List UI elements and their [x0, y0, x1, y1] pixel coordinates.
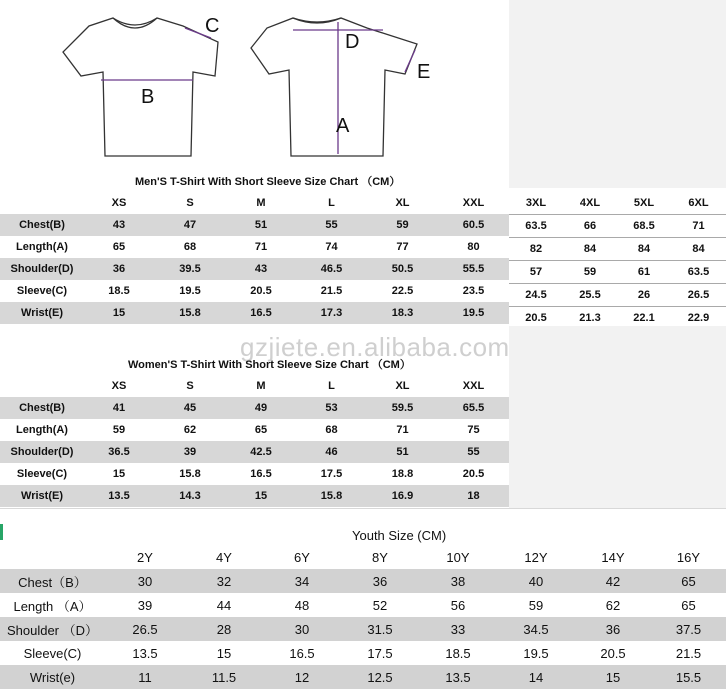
youth-value-cell: 56 — [450, 597, 466, 613]
men-value-cell: 43 — [226, 258, 296, 280]
youth-value-cell: 20.5 — [600, 645, 626, 661]
youth-row-label: Sleeve(C) — [23, 645, 82, 661]
wrist-line-e — [405, 50, 415, 72]
men-row-label: Wrist(E) — [0, 302, 84, 324]
youth-value-cell: 33 — [419, 617, 497, 641]
women-value-cell: 59.5 — [367, 397, 438, 419]
women-header-row — [0, 375, 509, 397]
youth-value-cell: 19.5 — [523, 645, 549, 661]
women-row — [0, 485, 509, 507]
women-size-header: XXL — [462, 380, 485, 392]
tshirt-diagram-svg — [55, 8, 445, 160]
men-ext-value-cell: 61 — [617, 261, 671, 284]
men-ext-value-cell: 84 — [563, 238, 617, 261]
men-value-cell: 50.5 — [367, 258, 438, 280]
men-value-cell: 46.5 — [296, 258, 367, 280]
women-size-table — [0, 375, 509, 507]
women-row-label: Sleeve(C) — [16, 468, 68, 480]
youth-value-cell: 59 — [528, 597, 544, 613]
diagram-label-b: B — [141, 86, 155, 108]
youth-value-cell: 17.5 — [367, 645, 393, 661]
women-value-cell: 71 — [396, 424, 409, 436]
women-value-cell: 18 — [438, 485, 509, 507]
men-row-label: Length(A) — [16, 241, 68, 253]
men-ext-value-cell: 26 — [617, 284, 671, 307]
youth-corner-cell — [0, 545, 105, 569]
diagram-label-a: A — [336, 115, 350, 137]
youth-value-cell: 34 — [263, 569, 341, 593]
men-value-cell: 60.5 — [438, 214, 509, 236]
men-value-cell: 19.5 — [438, 302, 509, 324]
youth-header-row — [0, 545, 726, 569]
men-size-header: XL — [395, 197, 410, 209]
youth-value-cell: 42 — [575, 569, 651, 593]
diagram-label-c: C — [205, 15, 220, 37]
youth-value-cell: 48 — [294, 597, 310, 613]
men-ext-row — [509, 238, 726, 261]
men-header-row — [0, 192, 509, 214]
women-value-cell: 65.5 — [438, 397, 509, 419]
women-value-cell: 36.5 — [84, 441, 154, 463]
men-value-cell: 59 — [367, 214, 438, 236]
women-row — [0, 397, 509, 419]
men-ext-value-cell: 24.5 — [509, 284, 563, 307]
watermark: gzjiete.en.alibaba.com — [240, 332, 510, 362]
youth-value-cell: 15 — [575, 665, 651, 689]
women-size-header: XL — [395, 380, 410, 392]
men-ext-size-header: 5XL — [633, 197, 655, 209]
youth-size-header: 12Y — [524, 549, 548, 565]
men-row — [0, 302, 509, 324]
men-value-cell: 65 — [112, 241, 126, 253]
youth-row-label: Wrist(e) — [0, 665, 105, 689]
men-ext-header-row — [509, 192, 726, 215]
youth-value-cell: 37.5 — [651, 617, 726, 641]
youth-value-cell: 65 — [651, 569, 726, 593]
women-value-cell: 42.5 — [226, 441, 296, 463]
men-row — [0, 280, 509, 302]
men-ext-value-cell: 66 — [563, 215, 617, 238]
section-divider — [0, 508, 726, 509]
men-ext-row — [509, 261, 726, 284]
youth-size-header: 10Y — [446, 549, 470, 565]
youth-value-cell: 52 — [372, 597, 388, 613]
men-value-cell: 21.5 — [320, 285, 343, 297]
men-size-header: XS — [111, 197, 127, 209]
men-ext-value-cell: 63.5 — [509, 215, 563, 238]
men-value-cell: 15 — [84, 302, 154, 324]
youth-row-label: Chest（B） — [0, 569, 105, 593]
women-row — [0, 441, 509, 463]
men-ext-value-cell: 63.5 — [671, 261, 726, 284]
youth-value-cell: 30 — [105, 569, 185, 593]
youth-value-cell: 32 — [185, 569, 263, 593]
youth-value-cell: 40 — [497, 569, 575, 593]
men-ext-row — [509, 307, 726, 330]
men-ext-value-cell: 68.5 — [617, 215, 671, 238]
diagram-label-d: D — [345, 31, 360, 53]
women-value-cell: 20.5 — [462, 468, 485, 480]
men-row — [0, 258, 509, 280]
women-value-cell: 51 — [367, 441, 438, 463]
youth-value-cell: 11.5 — [185, 665, 263, 689]
men-corner-cell — [0, 192, 84, 214]
women-row-label: Length(A) — [16, 424, 68, 436]
front-collar — [113, 18, 157, 28]
youth-value-cell: 28 — [185, 617, 263, 641]
youth-value-cell: 30 — [263, 617, 341, 641]
men-value-cell: 17.3 — [296, 302, 367, 324]
men-ext-value-cell: 22.9 — [671, 307, 726, 330]
youth-value-cell: 31.5 — [341, 617, 419, 641]
men-ext-row — [509, 284, 726, 307]
women-value-cell: 15.8 — [296, 485, 367, 507]
men-ext-value-cell: 59 — [563, 261, 617, 284]
men-value-cell: 36 — [84, 258, 154, 280]
men-ext-value-cell: 25.5 — [563, 284, 617, 307]
men-row-label: Chest(B) — [0, 214, 84, 236]
men-ext-value-cell: 84 — [617, 238, 671, 261]
youth-value-cell: 65 — [681, 597, 696, 613]
youth-size-header: 8Y — [372, 549, 388, 565]
women-value-cell: 59 — [112, 424, 126, 436]
youth-value-cell: 13.5 — [132, 645, 158, 661]
youth-value-cell: 15 — [216, 645, 232, 661]
youth-value-cell: 14 — [497, 665, 575, 689]
women-row — [0, 419, 509, 441]
women-value-cell: 65 — [254, 424, 268, 436]
women-value-cell: 17.5 — [320, 468, 343, 480]
men-value-cell: 18.5 — [108, 285, 130, 297]
men-value-cell: 23.5 — [462, 285, 485, 297]
women-value-cell: 15.8 — [179, 468, 201, 480]
women-value-cell: 46 — [296, 441, 367, 463]
men-value-cell: 71 — [254, 241, 268, 253]
men-size-table — [0, 192, 509, 324]
men-value-cell: 55 — [296, 214, 367, 236]
women-value-cell: 55 — [438, 441, 509, 463]
women-value-cell: 41 — [84, 397, 154, 419]
men-value-cell: 55.5 — [438, 258, 509, 280]
women-value-cell: 13.5 — [84, 485, 154, 507]
youth-value-cell: 36 — [341, 569, 419, 593]
women-corner-cell — [0, 375, 84, 397]
youth-value-cell: 12 — [263, 665, 341, 689]
men-row — [0, 236, 509, 258]
men-value-cell: 68 — [183, 241, 197, 253]
men-ext-value-cell: 82 — [509, 238, 563, 261]
youth-value-cell: 34.5 — [497, 617, 575, 641]
youth-row — [0, 641, 726, 665]
men-value-cell: 47 — [154, 214, 226, 236]
men-size-header: M — [256, 197, 266, 209]
men-value-cell: 77 — [396, 241, 409, 253]
tshirt-measurement-diagram — [55, 8, 445, 160]
women-value-cell: 18.8 — [391, 468, 414, 480]
youth-value-cell: 12.5 — [341, 665, 419, 689]
women-value-cell: 75 — [467, 424, 480, 436]
back-shirt-outline — [251, 18, 417, 156]
women-size-header: S — [186, 380, 194, 392]
men-value-cell: 15.8 — [154, 302, 226, 324]
men-ext-size-header: 4XL — [579, 197, 601, 209]
men-value-cell: 80 — [467, 241, 480, 253]
men-value-cell: 20.5 — [250, 285, 272, 297]
men-ext-value-cell: 84 — [671, 238, 726, 261]
youth-value-cell: 26.5 — [105, 617, 185, 641]
youth-value-cell: 62 — [605, 597, 621, 613]
youth-row — [0, 569, 726, 593]
youth-value-cell: 11 — [105, 665, 185, 689]
youth-value-cell: 18.5 — [445, 645, 471, 661]
youth-value-cell: 38 — [419, 569, 497, 593]
men-ext-value-cell: 26.5 — [671, 284, 726, 307]
women-value-cell: 68 — [325, 424, 338, 436]
women-value-cell: 15 — [112, 468, 126, 480]
youth-value-cell: 13.5 — [419, 665, 497, 689]
women-value-cell: 53 — [296, 397, 367, 419]
men-value-cell: 43 — [84, 214, 154, 236]
youth-row — [0, 665, 726, 689]
women-value-cell: 39 — [154, 441, 226, 463]
women-row-label: Chest(B) — [0, 397, 84, 419]
women-value-cell: 15 — [226, 485, 296, 507]
women-value-cell: 16.9 — [367, 485, 438, 507]
youth-row — [0, 617, 726, 641]
men-ext-value-cell: 21.3 — [563, 307, 617, 330]
youth-row — [0, 593, 726, 617]
men-value-cell: 51 — [226, 214, 296, 236]
men-ext-size-header: 3XL — [525, 197, 547, 209]
youth-chart-title: Youth Size (CM) — [352, 528, 447, 543]
women-row — [0, 463, 509, 485]
men-value-cell: 19.5 — [179, 285, 201, 297]
women-row-label: Shoulder(D) — [0, 441, 84, 463]
women-value-cell: 16.5 — [250, 468, 272, 480]
men-value-cell: 74 — [325, 241, 338, 253]
men-value-cell: 39.5 — [154, 258, 226, 280]
youth-row-label: Shoulder （D） — [0, 617, 105, 641]
green-marker — [0, 524, 3, 540]
youth-value-cell: 15.5 — [651, 665, 726, 689]
men-row-label: Shoulder(D) — [0, 258, 84, 280]
men-size-header: L — [328, 197, 335, 209]
youth-value-cell: 39 — [137, 597, 153, 613]
youth-size-header: 6Y — [294, 549, 310, 565]
men-row — [0, 214, 509, 236]
women-chart-title: Women'S T-Shirt With Short Sleeve Size Chart （CM） — [128, 359, 411, 371]
youth-size-header: 2Y — [137, 549, 153, 565]
youth-size-header: 4Y — [216, 549, 232, 565]
men-value-cell: 18.3 — [367, 302, 438, 324]
diagram-label-e: E — [417, 61, 431, 83]
youth-size-header: 14Y — [601, 549, 625, 565]
women-value-cell: 45 — [154, 397, 226, 419]
men-ext-size-header: 6XL — [688, 197, 709, 209]
youth-size-header: 16Y — [676, 549, 701, 565]
women-value-cell: 49 — [226, 397, 296, 419]
men-ext-row — [509, 215, 726, 238]
youth-size-table — [0, 545, 726, 689]
women-value-cell: 62 — [183, 424, 197, 436]
youth-value-cell: 36 — [575, 617, 651, 641]
youth-row-label: Length （A） — [13, 598, 92, 614]
youth-value-cell: 21.5 — [675, 645, 702, 661]
women-value-cell: 14.3 — [154, 485, 226, 507]
men-ext-value-cell: 71 — [671, 215, 726, 238]
men-chart-title: Men'S T-Shirt With Short Sleeve Size Chart （CM） — [135, 176, 401, 188]
men-row-label: Sleeve(C) — [16, 285, 68, 297]
men-ext-value-cell: 20.5 — [509, 307, 563, 330]
youth-value-cell: 16.5 — [289, 645, 315, 661]
youth-value-cell: 44 — [216, 597, 232, 613]
women-size-header: M — [256, 380, 266, 392]
men-extended-size-table — [509, 192, 726, 329]
women-size-header: XS — [111, 380, 127, 392]
men-value-cell: 16.5 — [226, 302, 296, 324]
men-size-header: XXL — [462, 197, 485, 209]
women-row-label: Wrist(E) — [0, 485, 84, 507]
women-size-header: L — [328, 380, 335, 392]
men-size-header: S — [186, 197, 194, 209]
men-ext-value-cell: 22.1 — [617, 307, 671, 330]
men-value-cell: 22.5 — [391, 285, 414, 297]
men-ext-value-cell: 57 — [509, 261, 563, 284]
